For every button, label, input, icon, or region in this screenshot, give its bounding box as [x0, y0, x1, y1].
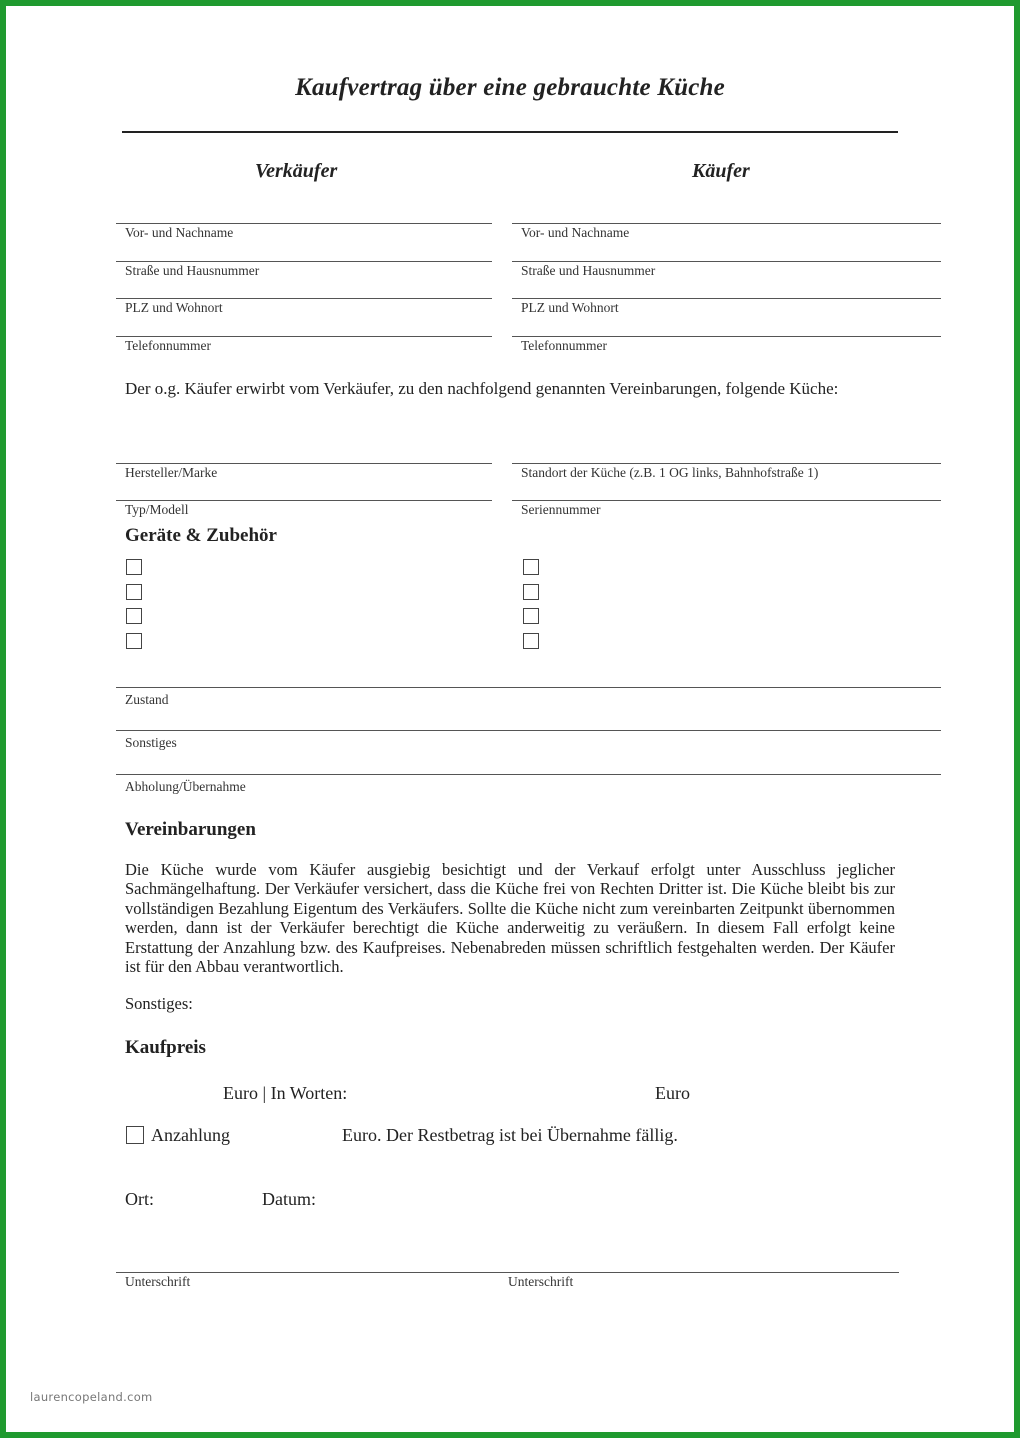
manufacturer-label: Hersteller/Marke — [125, 465, 218, 480]
buyer-name-label: Vor- und Nachname — [521, 225, 630, 240]
intro-paragraph: Der o.g. Käufer erwirbt vom Verkäufer, zu den nachfolgend genannten Vereinbarungen, folgende Küche: — [125, 379, 839, 398]
seller-heading: Verkäufer — [255, 160, 338, 182]
appliance-checkbox-right-2[interactable] — [523, 584, 539, 600]
buyer-street-line[interactable] — [512, 261, 941, 262]
buyer-street-label: Straße und Hausnummer — [521, 263, 656, 278]
buyer-city-label: PLZ und Wohnort — [521, 300, 619, 315]
buyer-phone-line[interactable] — [512, 336, 941, 337]
appliance-checkbox-right-1[interactable] — [523, 559, 539, 575]
condition-line[interactable] — [116, 687, 941, 688]
serial-line[interactable] — [512, 500, 941, 501]
appliance-checkbox-left-2[interactable] — [126, 584, 142, 600]
model-line[interactable] — [116, 500, 492, 501]
title-rule — [122, 131, 898, 133]
appliance-checkbox-right-3[interactable] — [523, 608, 539, 624]
buyer-name-line[interactable] — [512, 223, 941, 224]
deposit-text: Euro. Der Restbetrag ist bei Übernahme fällig. — [342, 1125, 678, 1145]
signature-buyer-label: Unterschrift — [508, 1274, 574, 1289]
seller-city-line[interactable] — [116, 298, 492, 299]
seller-street-line[interactable] — [116, 261, 492, 262]
agreements-heading: Vereinbarungen — [125, 819, 256, 840]
pickup-line[interactable] — [116, 774, 941, 775]
price-euro: Euro — [655, 1083, 690, 1103]
seller-street-label: Straße und Hausnummer — [125, 263, 260, 278]
appliance-checkbox-left-4[interactable] — [126, 633, 142, 649]
seller-phone-label: Telefonnummer — [125, 338, 212, 353]
seller-name-line[interactable] — [116, 223, 492, 224]
buyer-phone-label: Telefonnummer — [521, 338, 608, 353]
seller-name-label: Vor- und Nachname — [125, 225, 234, 240]
deposit-label: Anzahlung — [151, 1125, 230, 1145]
other-notes-label: Sonstiges: — [125, 994, 193, 1013]
deposit-checkbox[interactable] — [126, 1126, 144, 1144]
pickup-label: Abholung/Übernahme — [125, 779, 246, 794]
condition-label: Zustand — [125, 692, 169, 707]
place-label: Ort: — [125, 1189, 154, 1209]
model-label: Typ/Modell — [125, 502, 189, 517]
price-euro-words: Euro | In Worten: — [223, 1083, 348, 1103]
seller-city-label: PLZ und Wohnort — [125, 300, 223, 315]
appliance-checkbox-left-3[interactable] — [126, 608, 142, 624]
appliance-checkbox-left-1[interactable] — [126, 559, 142, 575]
other-field-label: Sonstiges — [125, 735, 177, 750]
price-heading: Kaufpreis — [125, 1037, 206, 1058]
location-label: Standort der Küche (z.B. 1 OG links, Bahnhofstraße 1) — [521, 465, 819, 480]
document-title: Kaufvertrag über eine gebrauchte Küche — [295, 74, 725, 101]
signature-line[interactable] — [116, 1272, 899, 1273]
location-line[interactable] — [512, 463, 941, 464]
manufacturer-line[interactable] — [116, 463, 492, 464]
buyer-heading: Käufer — [692, 160, 750, 182]
other-line[interactable] — [116, 730, 941, 731]
agreements-text: Die Küche wurde vom Käufer ausgiebig besichtigt und der Verkauf erfolgt unter Ausschluss jeglicher Sachmängelhaftung. Der Verkäufer versichert, dass die Küche frei von Rechten Dritter ist. Die Küche bleibt bis zur vollständigen Bezahlung Eigentum des Verkäufers. Sollte die Küche nicht zum vereinbarten Zeitpunkt übernommen werden, dann ist der Verkäufer berechtigt die Küche anderweitig zu veräußern. In diesem Fall erfolgt keine Erstattung der Anzahlung bzw. des Kaufpreises. Nebenabreden müssen schriftlich festgehalten werden. Der Käufer ist für den Abbau verantwortlich. — [125, 860, 895, 977]
seller-phone-line[interactable] — [116, 336, 492, 337]
appliance-checkbox-right-4[interactable] — [523, 633, 539, 649]
buyer-city-line[interactable] — [512, 298, 941, 299]
appliances-heading: Geräte & Zubehör — [125, 525, 277, 546]
date-label: Datum: — [262, 1189, 316, 1209]
watermark: laurencopeland.com — [30, 1390, 153, 1404]
signature-seller-label: Unterschrift — [125, 1274, 191, 1289]
serial-label: Seriennummer — [521, 502, 601, 517]
